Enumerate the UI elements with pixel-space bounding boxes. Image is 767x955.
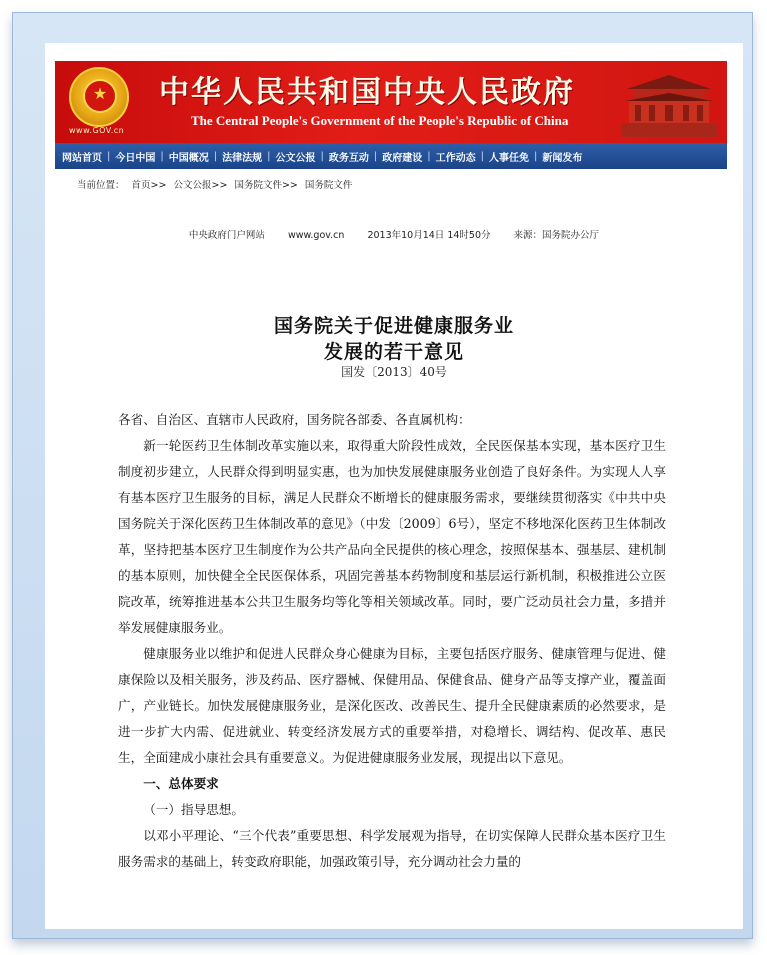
nav-separator: | xyxy=(320,150,324,162)
nav-separator: | xyxy=(160,150,164,162)
emblem-center xyxy=(83,79,117,113)
article-meta xyxy=(45,227,743,241)
nav-item-laws[interactable]: 法律法规 xyxy=(222,152,263,164)
paragraph: 新一轮医药卫生体制改革实施以来，取得重大阶段性成效，全民医保基本实现，基本医疗卫生制度初步建立，人民群众得到明显实惠，也为加快发展健康服务业创造了良好条件。为实现人人享有基本医疗卫生服务的目标，满足人民群众不断增长的健康服务需求，要继续贯彻落实《中共中央 国务院关于深化医药卫生体制改革的意见》（中发〔2009〕6号），坚定不移地深化医药卫生体制改革，坚持把基本医疗卫生制度作为公共产品向全民提供的核心理念，按照保基本、强基层、建机制的基本原则，加快健全全民医保体系，巩固完善基本药物制度和基层运行新机制，积极推进公立医院改革，统筹推进基本公共卫生服务均等化等相关领域改革。同时，要广泛动员社会力量，多措并举发展健康服务业。 xyxy=(118,438,679,635)
site-title-english: The Central People's Government of the People's Republic of China xyxy=(191,113,569,128)
document-number: 国发〔2013〕40号 xyxy=(341,365,447,379)
meta-source: 来源：国务院办公厅 xyxy=(513,230,600,241)
nav-separator: | xyxy=(480,150,484,162)
salutation: 各省、自治区、直辖市人民政府，国务院各部委、各直属机构： xyxy=(118,412,471,427)
nav-item-documents[interactable]: 公文公报 xyxy=(275,152,316,164)
site-title-chinese: 中华人民共和国中央人民政府 xyxy=(159,75,575,110)
nav-item-government[interactable]: 政府建设 xyxy=(382,152,423,164)
nav-separator: | xyxy=(267,150,271,162)
paragraph: 以邓小平理论、“三个代表”重要思想、科学发展观为指导，在切实保障人民群众基本医疗卫生服务需求的基础上，转变政府职能，加强政策引导，充分调动社会力量的 xyxy=(118,828,666,869)
breadcrumb-documents[interactable]: 公文公报>> xyxy=(173,180,228,191)
nav-separator: | xyxy=(534,150,538,162)
subsection-heading: （一）指导思想。 xyxy=(143,802,244,817)
breadcrumb-label: 当前位置： xyxy=(77,180,125,191)
breadcrumb xyxy=(77,177,356,191)
nav-separator: | xyxy=(427,150,431,162)
document-title-line2: 发展的若干意见 xyxy=(323,341,464,363)
site-url: www.GOV.cn xyxy=(69,126,125,135)
meta-site[interactable]: www.gov.cn xyxy=(287,230,345,241)
nav-separator: | xyxy=(213,150,218,162)
nav-item-appointments[interactable]: 人事任免 xyxy=(489,152,529,164)
tiananmen-gate-icon xyxy=(621,67,717,137)
nav-item-today-china[interactable]: 今日中国 xyxy=(115,152,156,164)
meta-portal: 中央政府门户网站 xyxy=(188,230,265,241)
nav-item-work-news[interactable]: 工作动态 xyxy=(435,152,476,164)
paragraph: 健康服务业以维护和促进人民群众身心健康为目标，主要包括医疗服务、健康管理与促进、健康保险以及相关服务，涉及药品、医疗器械、保健用品、保健食品、健身产品等支撑产业，覆盖面广，产业链长。加快发展健康服务业，是深化医改、改善民生、提升全民健康素质的必然要求，是进一步扩大内需、促进就业、转变经济发展方式的重要举措，对稳增长、调结构、促改革、惠民生，全面建成小康社会具有重要意义。为促进健康服务业发展，现提出以下意见。 xyxy=(118,646,666,765)
site-header-banner xyxy=(55,61,727,143)
breadcrumb-state-council-files[interactable]: 国务院文件>> xyxy=(234,180,298,191)
document-title-line1: 国务院关于促进健康服务业 xyxy=(273,315,514,337)
star-icon: ★ xyxy=(92,84,108,103)
meta-datetime: 2013年10月14日 14时50分 xyxy=(367,230,491,241)
nav-item-press-release[interactable]: 新闻发布 xyxy=(542,152,583,164)
breadcrumb-home[interactable]: 首页>> xyxy=(131,180,167,191)
page-frame xyxy=(12,12,753,939)
national-emblem-icon[interactable] xyxy=(69,67,129,127)
main-navigation xyxy=(55,143,727,169)
nav-separator: | xyxy=(373,150,378,162)
section-heading: 一、总体要求 xyxy=(143,776,219,791)
nav-item-home[interactable]: 网站首页 xyxy=(62,152,102,164)
nav-item-interaction[interactable]: 政务互动 xyxy=(328,152,369,164)
nav-item-china-overview[interactable]: 中国概况 xyxy=(168,152,209,164)
nav-separator: | xyxy=(107,150,111,162)
document-body xyxy=(118,407,679,875)
document-sheet xyxy=(45,43,743,929)
breadcrumb-current: 国务院文件 xyxy=(304,180,353,191)
